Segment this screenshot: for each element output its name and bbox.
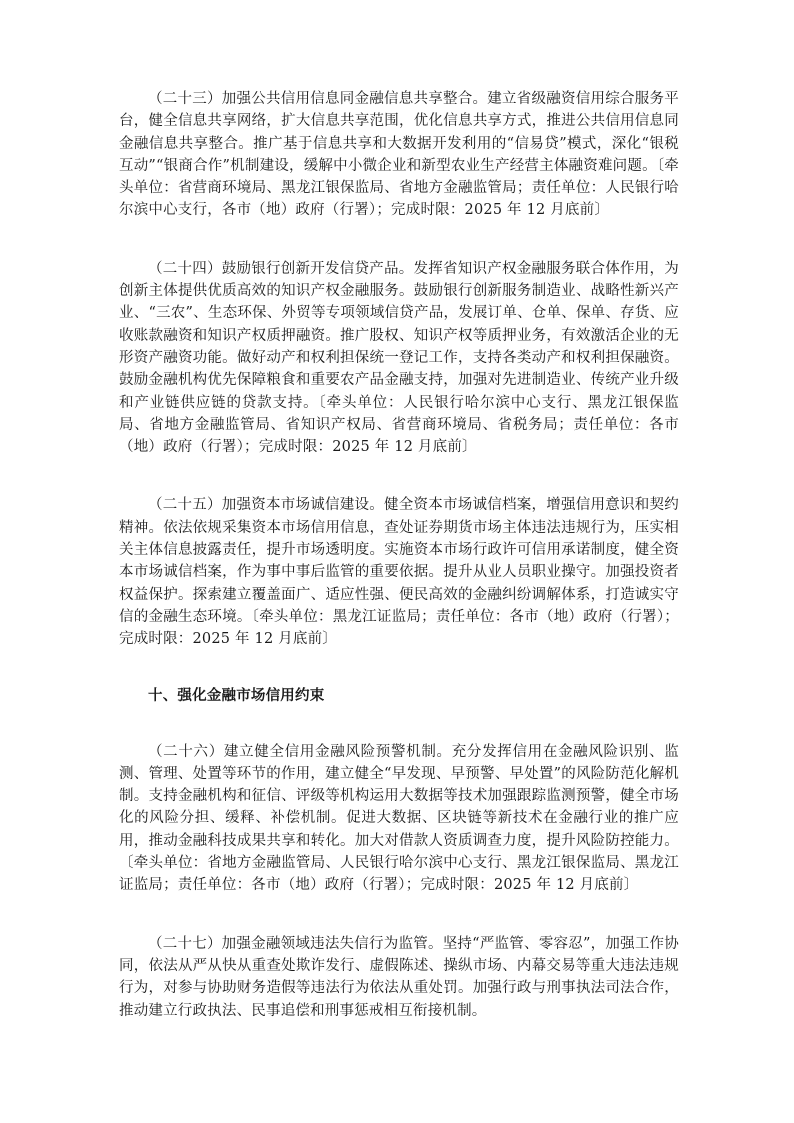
section-heading-10: 十、强化金融市场信用约束	[148, 687, 325, 704]
paragraph-27: （二十七）加强金融领域违法失信行为监管。坚持“严监管、零容忍”，加强工作协同，依法从严从快从重查处欺诈发行、虚假陈述、操纵市场、内幕交易等重大违法违规行为，对参与协助财务造假等违法行为依法从重处罚。加强行政与刑事执法司法合作，推动建立行政执法、民事追偿和刑事惩戒相互衔接机制。	[119, 935, 679, 1019]
paragraph-25: （二十五）加强资本市场诚信建设。健全资本市场诚信档案，增强信用意识和契约精神。依法依规采集资本市场信用信息，查处证券期货市场主体违法违规行为，压实相关主体信息披露责任，提升市场透明度。实施资本市场行政许可信用承诺制度，健全资本市场诚信档案，作为事中事后监管的重要依据。提升从业人员职业操守。加强投资者权益保护。探索建立覆盖面广、适应性强、便民高效的金融纠纷调解体系，打造诚实守信的金融生态环境。〔牵头单位：黑龙江证监局；责任单位：各市（地）政府（行署）；完成时限：2025 年 12 月底前〕	[119, 497, 679, 648]
document-page	[119, 88, 679, 1022]
paragraph-26: （二十六）建立健全信用金融风险预警机制。充分发挥信用在金融风险识别、监测、管理、处置等环节的作用，建立健全“早发现、早预警、早处置”的风险防范化解机制。支持金融机构和征信、评级等机构运用大数据等技术加强跟踪监测预警，健全市场化的风险分担、缓释、补偿机制。促进大数据、区块链等新技术在金融行业的推广应用，推动金融科技成果共享和转化。加大对借款人资质调查力度，提升风险防控能力。〔牵头单位：省地方金融监管局、人民银行哈尔滨中心支行、黑龙江银保监局、黑龙江证监局；责任单位：各市（地）政府（行署）；完成时限：2025 年 12 月底前〕	[119, 743, 679, 894]
paragraph-23: （二十三）加强公共信用信息同金融信息共享整合。建立省级融资信用综合服务平台，健全信息共享网络，扩大信息共享范围，优化信息共享方式，推进公共信用信息同金融信息共享整合。推广基于信息共享和大数据开发利用的“信易贷”模式，深化“银税互动”“银商合作”机制建设，缓解中小微企业和新型农业生产经营主体融资难问题。〔牵头单位：省营商环境局、黑龙江银保监局、省地方金融监管局；责任单位：人民银行哈尔滨中心支行，各市（地）政府（行署）；完成时限：2025 年 12 月底前〕	[119, 91, 679, 219]
paragraph-24: （二十四）鼓励银行创新开发信贷产品。发挥省知识产权金融服务联合体作用，为创新主体提供优质高效的知识产权金融服务。鼓励银行创新服务制造业、战略性新兴产业、“三农”、生态环保、外贸等专项领域信贷产品，发展订单、仓单、保单、存货、应收账款融资和知识产权质押融资。推广股权、知识产权等质押业务，有效激活企业的无形资产融资功能。做好动产和权利担保统一登记工作，支持各类动产和权利担保融资。鼓励金融机构优先保障粮食和重要农产品金融支持，加强对先进制造业、传统产业升级和产业链供应链的贷款支持。〔牵头单位：人民银行哈尔滨中心支行、黑龙江银保监局、省地方金融监管局、省知识产权局、省营商环境局、省税务局；责任单位：各市（地）政府（行署）；完成时限：2025 年 12 月底前〕	[119, 260, 679, 456]
